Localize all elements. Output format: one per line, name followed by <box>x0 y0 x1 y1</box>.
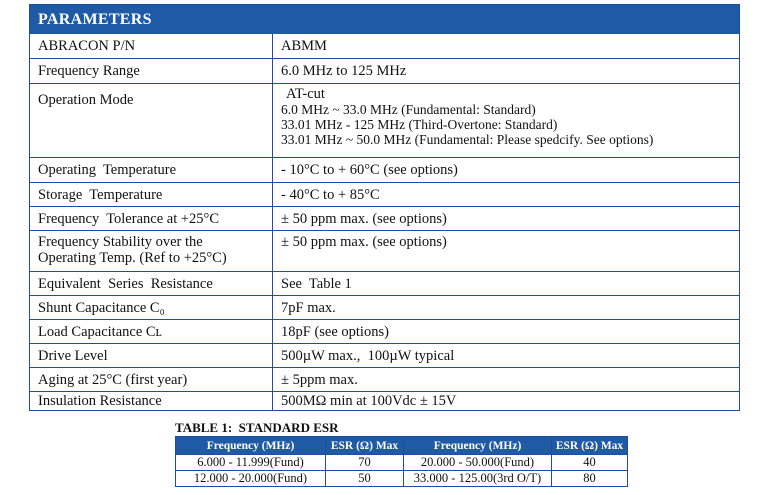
param-row-drive-level <box>30 344 739 368</box>
param-value: ± 50 ppm max. (see options) <box>281 211 447 227</box>
esr-row <box>176 471 628 487</box>
esr-cell: 6.000 - 11.999(Fund) <box>176 455 326 471</box>
esr-cell: 50 <box>326 471 404 487</box>
param-label: Storage Temperature <box>30 183 273 206</box>
param-label-line2: Operating Temp. (Ref to +25°C) <box>38 250 227 266</box>
param-row-storage-temperature <box>30 183 739 207</box>
param-label: Drive Level <box>30 344 273 367</box>
esr-cell: 20.000 - 50.000(Fund) <box>404 455 552 471</box>
param-row-operating-temperature <box>30 158 739 183</box>
parameters-table <box>29 4 740 411</box>
param-label: Load Capacitance Cʟ <box>30 320 273 343</box>
param-value: 500MΩ min at 100Vdc ± 15V <box>281 393 457 409</box>
param-label: Equivalent Series Resistance <box>30 272 273 295</box>
esr-header-row <box>176 437 628 455</box>
param-row-frequency-stability <box>30 231 739 272</box>
param-row-load-capacitance <box>30 320 739 344</box>
param-label: Frequency Range <box>30 59 273 83</box>
esr-cell: 12.000 - 20.000(Fund) <box>176 471 326 487</box>
param-value: ± 5ppm max. <box>281 372 358 388</box>
param-value: 6.0 MHz to 125 MHz <box>281 63 407 79</box>
param-row-part-number <box>30 34 739 59</box>
param-row-esr <box>30 272 739 296</box>
param-row-frequency-range <box>30 59 739 84</box>
param-value: 18pF (see options) <box>281 324 389 340</box>
esr-header-frequency: Frequency (MHz) <box>404 437 552 455</box>
param-label: Aging at 25°C (first year) <box>30 368 273 391</box>
param-value: 7pF max. <box>281 300 336 316</box>
param-value: 500µW max., 100µW typical <box>281 348 455 364</box>
esr-cell: 40 <box>552 455 628 471</box>
param-value: ± 50 ppm max. (see options) <box>281 234 447 250</box>
param-value: - 40°C to + 85°C <box>281 187 380 203</box>
param-label: ABRACON P/N <box>30 34 273 58</box>
standard-esr-table <box>175 436 628 487</box>
esr-cell: 80 <box>552 471 628 487</box>
param-value: AT-cut <box>286 86 325 102</box>
esr-cell: 70 <box>326 455 404 471</box>
param-row-frequency-tolerance <box>30 207 739 231</box>
esr-header-esr: ESR (Ω) Max <box>326 437 404 455</box>
esr-cell: 33.000 - 125.00(3rd O/T) <box>404 471 552 487</box>
param-value-line: 33.01 MHz ~ 50.0 MHz (Fundamental: Please spedcify. See options) <box>281 132 654 147</box>
esr-header-frequency: Frequency (MHz) <box>176 437 326 455</box>
param-value-group <box>273 84 739 157</box>
param-label: Frequency Stability over the <box>38 234 203 250</box>
param-value: ABMM <box>281 38 327 54</box>
param-label: Insulation Resistance <box>30 392 273 410</box>
table1-title: TABLE 1: STANDARD ESR <box>175 420 339 435</box>
parameters-title: PARAMETERS <box>30 5 739 34</box>
param-label: Frequency Tolerance at +25°C <box>30 207 273 230</box>
param-label: Shunt Capacitance C₀ <box>30 296 273 319</box>
param-label-group <box>30 231 273 271</box>
param-label: Operation Mode <box>30 84 273 157</box>
param-row-operation-mode <box>30 84 739 158</box>
param-row-aging <box>30 368 739 392</box>
esr-row <box>176 455 628 471</box>
param-value: See Table 1 <box>281 276 352 292</box>
param-value-line: 33.01 MHz - 125 MHz (Third-Overtone: Standard) <box>281 117 558 132</box>
param-value-line: 6.0 MHz ~ 33.0 MHz (Fundamental: Standard) <box>281 102 536 117</box>
param-label: Operating Temperature <box>30 158 273 182</box>
param-row-shunt-capacitance <box>30 296 739 320</box>
param-row-insulation-resistance <box>30 392 739 410</box>
esr-header-esr: ESR (Ω) Max <box>552 437 628 455</box>
param-value: - 10°C to + 60°C (see options) <box>281 162 458 178</box>
